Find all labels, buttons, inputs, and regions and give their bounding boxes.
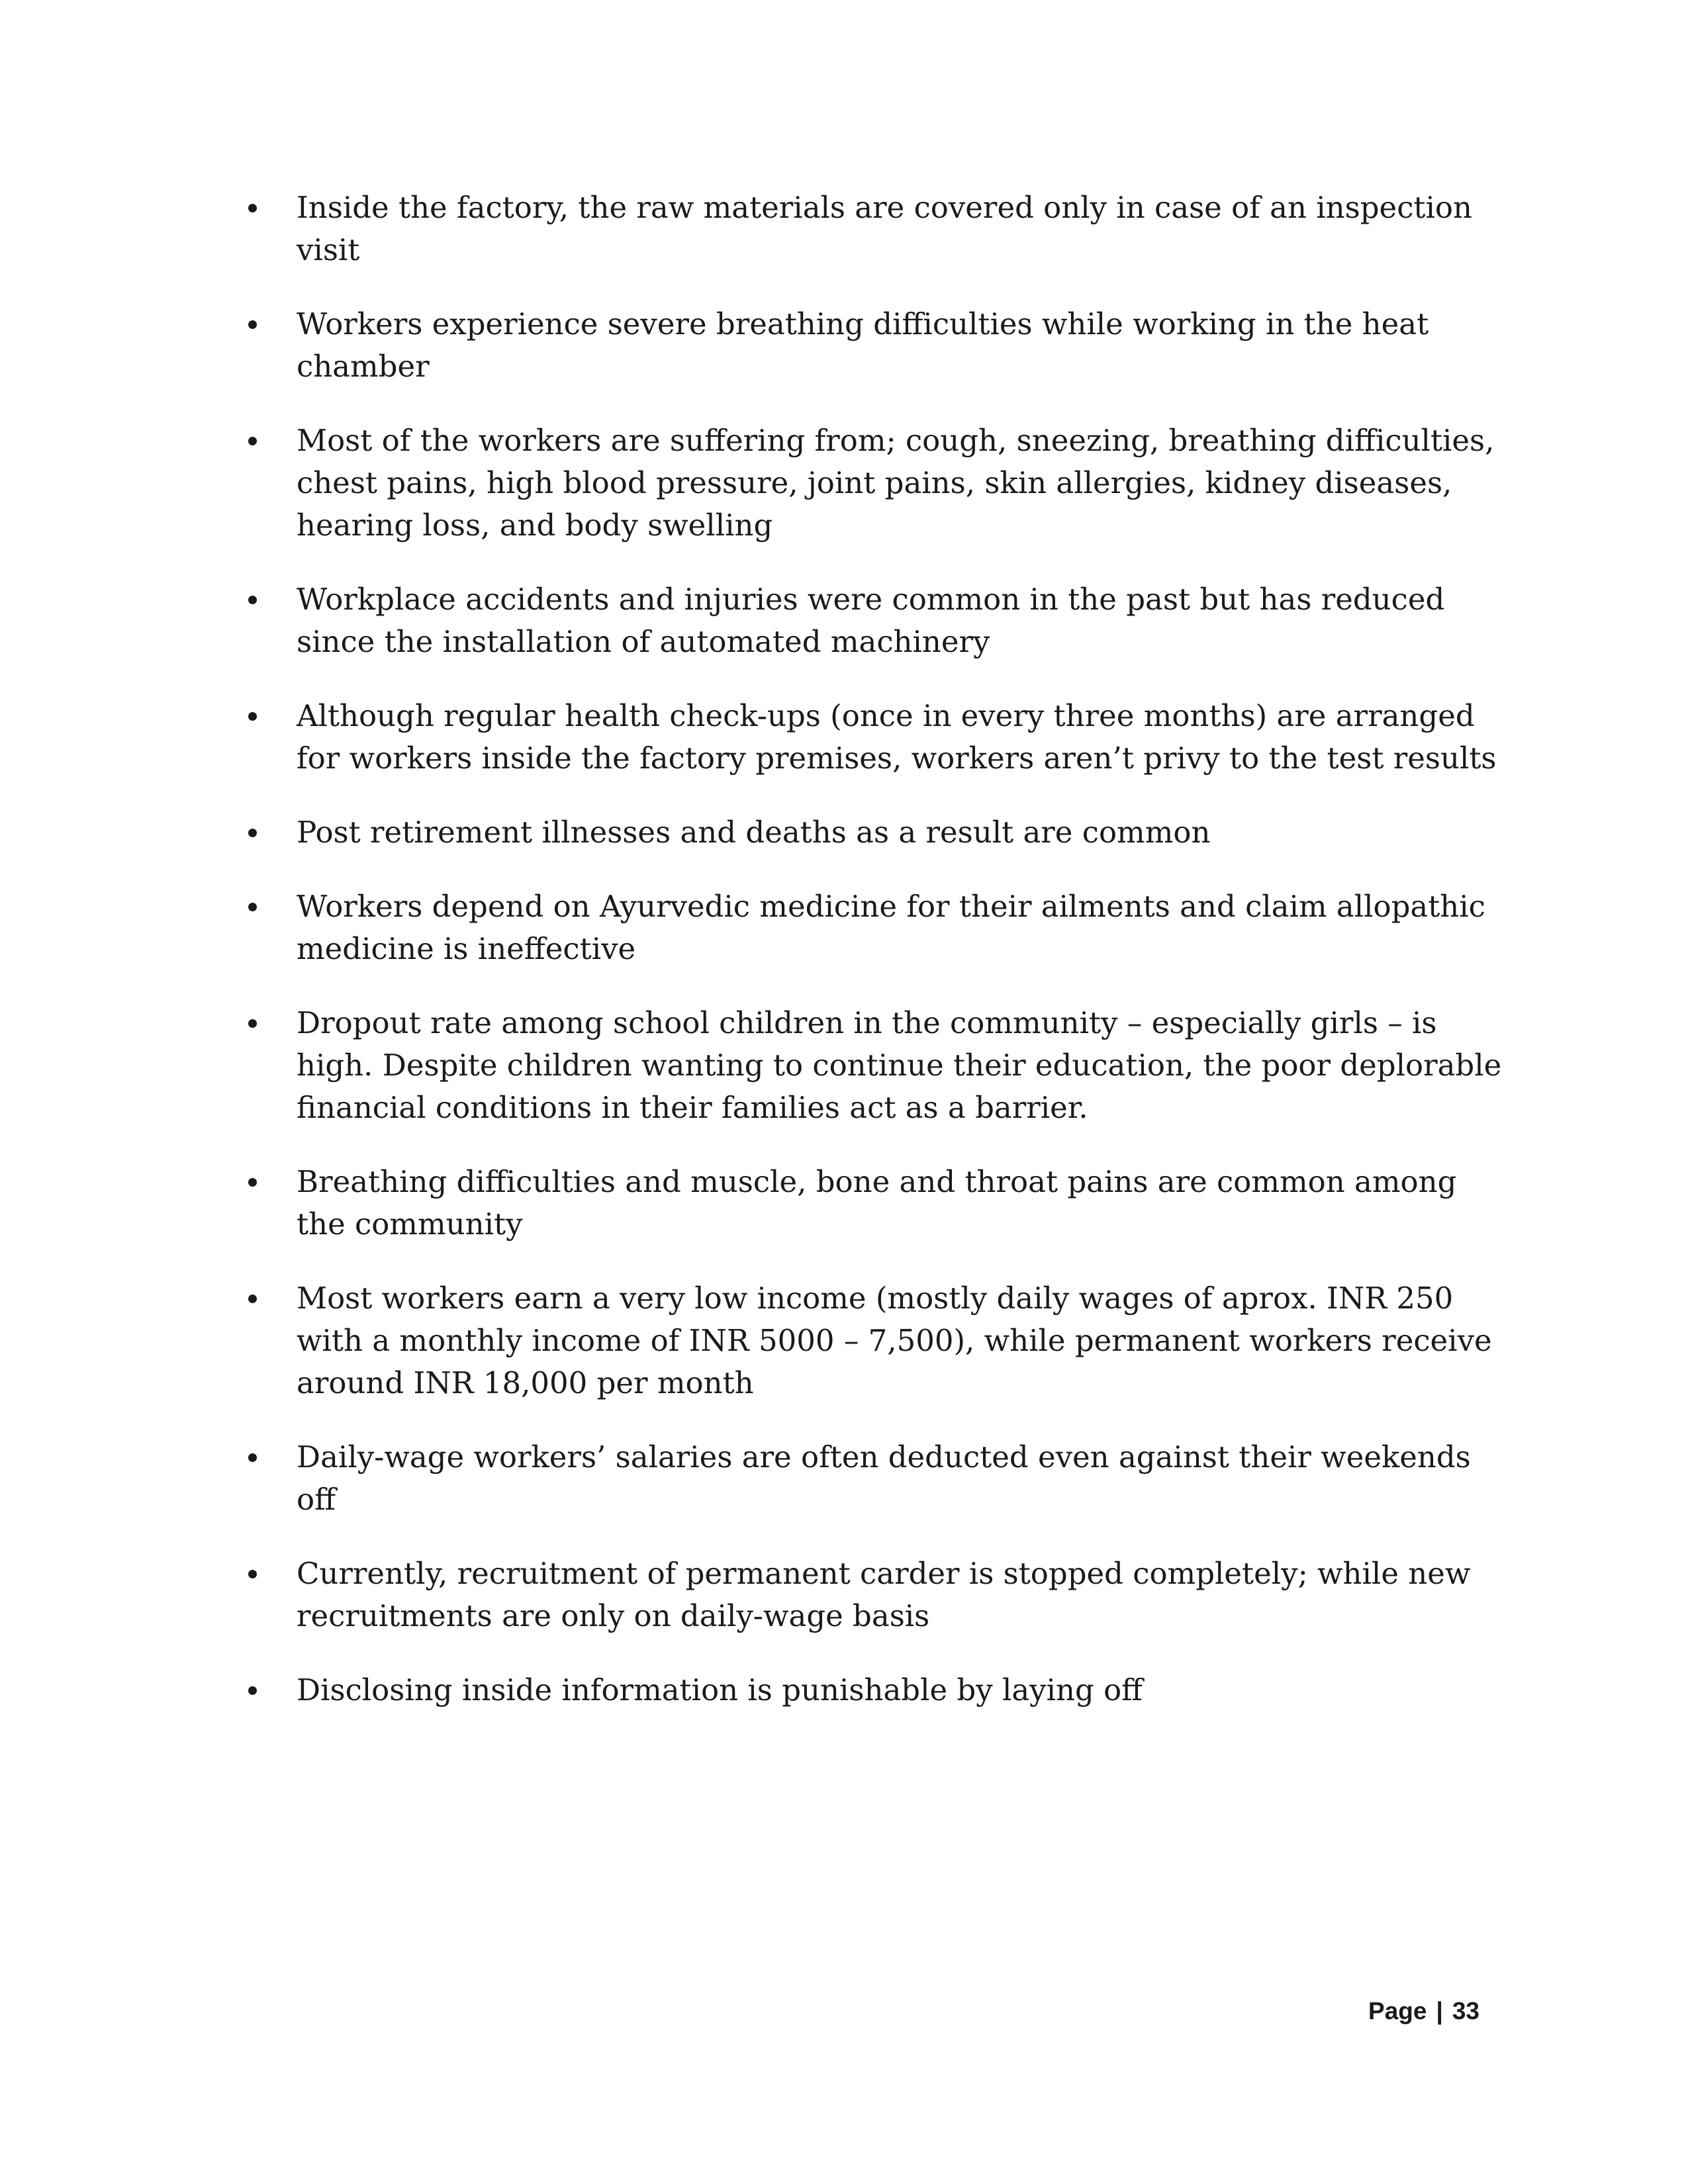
page-separator: | bbox=[1436, 1997, 1443, 2025]
list-item bbox=[245, 1002, 1503, 1129]
list-item bbox=[245, 811, 1503, 854]
list-item bbox=[245, 1669, 1503, 1711]
list-item bbox=[245, 1277, 1503, 1404]
bullet-icon bbox=[248, 320, 257, 329]
bullet-text: Although regular health check-ups (once in every three months) are arranged for workers inside the factory premises, workers aren’t privy to the test results bbox=[297, 698, 1497, 776]
page-label: Page bbox=[1368, 1997, 1427, 2025]
list-item bbox=[245, 578, 1503, 663]
list-item bbox=[245, 886, 1503, 970]
bullet-icon bbox=[248, 204, 257, 212]
bullet-icon bbox=[248, 1178, 257, 1187]
page-footer bbox=[1368, 1997, 1479, 2025]
bullet-text: Disclosing inside information is punishable by laying off bbox=[297, 1672, 1143, 1707]
bullet-icon bbox=[248, 1686, 257, 1695]
bullet-icon bbox=[248, 1295, 257, 1303]
bullet-icon bbox=[248, 1019, 257, 1028]
bullet-icon bbox=[248, 903, 257, 911]
bullet-text: Currently, recruitment of permanent carder is stopped completely; while new recruitments are only on daily-wage basis bbox=[297, 1556, 1471, 1633]
list-item bbox=[245, 1161, 1503, 1246]
bullet-text: Most of the workers are suffering from; cough, sneezing, breathing difficulties, chest pains, high blood pressure, joint pains, skin allergies, kidney diseases, hearing loss, and body swelling bbox=[297, 423, 1495, 543]
bullet-text: Dropout rate among school children in the community – especially girls – is high. Despite children wanting to continue their education, the poor deplorable financial conditions in their families act as a barrier. bbox=[297, 1005, 1502, 1125]
bullet-icon bbox=[248, 712, 257, 721]
bullet-icon bbox=[248, 829, 257, 837]
bullet-icon bbox=[248, 1570, 257, 1578]
bullet-text: Most workers earn a very low income (mostly daily wages of aprox. INR 250 with a monthly income of INR 5000 – 7,500), while permanent workers receive around INR 18,000 per month bbox=[297, 1281, 1492, 1400]
list-item bbox=[245, 1436, 1503, 1521]
bullet-icon bbox=[248, 596, 257, 604]
bullet-text: Breathing difficulties and muscle, bone and throat pains are common among the community bbox=[297, 1164, 1457, 1242]
page-number: 33 bbox=[1452, 1997, 1479, 2025]
list-item bbox=[245, 420, 1503, 547]
bullet-text: Daily-wage workers’ salaries are often deducted even against their weekends off bbox=[297, 1439, 1471, 1517]
bullet-list bbox=[245, 187, 1503, 1743]
list-item bbox=[245, 1553, 1503, 1637]
bullet-text: Workplace accidents and injuries were common in the past but has reduced since the installation of automated machinery bbox=[297, 582, 1445, 659]
bullet-text: Workers depend on Ayurvedic medicine for their ailments and claim allopathic medicine is ineffective bbox=[297, 889, 1485, 966]
list-item bbox=[245, 303, 1503, 388]
bullet-icon bbox=[248, 1453, 257, 1462]
bullet-text: Workers experience severe breathing difficulties while working in the heat chamber bbox=[297, 306, 1429, 384]
bullet-text: Inside the factory, the raw materials are covered only in case of an inspection visit bbox=[297, 190, 1472, 267]
bullet-text: Post retirement illnesses and deaths as a result are common bbox=[297, 815, 1211, 850]
list-item bbox=[245, 695, 1503, 780]
list-item bbox=[245, 187, 1503, 271]
bullet-icon bbox=[248, 437, 257, 445]
